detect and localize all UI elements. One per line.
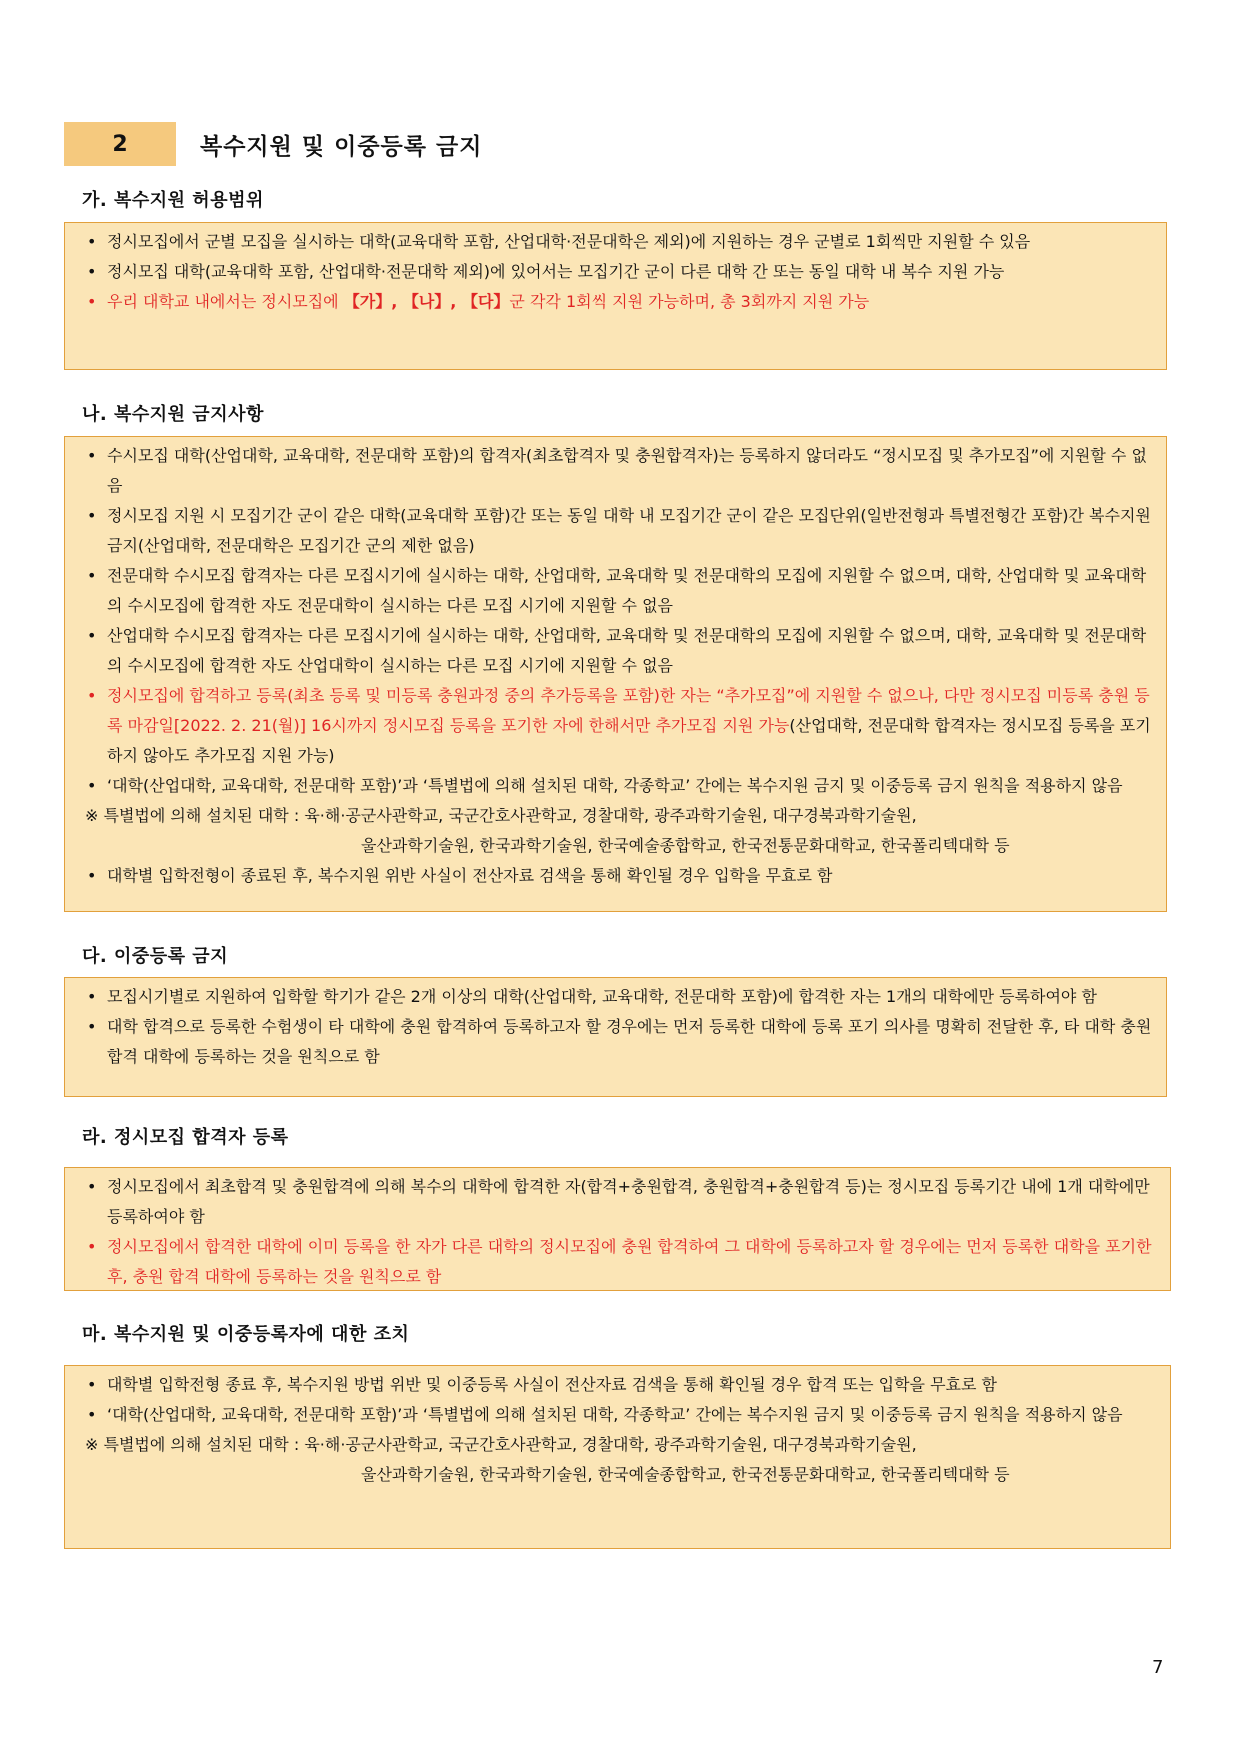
list-item-highlight: • 정시모집에서 합격한 대학에 이미 등록을 한 자가 다른 대학의 정시모집에 충원 합격하여 그 대학에 등록하고자 할 경우에는 먼저 등록한 대학을 포기한 후, 충원 합격 대학에 등록하는 것을 원칙으로 함 xyxy=(85,1232,1162,1292)
bullet: • xyxy=(87,1177,97,1196)
section-header xyxy=(64,122,764,166)
list-item: • 정시모집 대학(교육대학 포함, 산업대학·전문대학 제외)에 있어서는 모집기간 군이 다른 대학 간 또는 동일 대학 내 복수 지원 가능 xyxy=(85,257,1158,287)
box-da xyxy=(64,977,1167,1097)
bullet: • xyxy=(87,566,97,585)
bullet: • xyxy=(87,262,97,281)
bullet: • xyxy=(87,1405,97,1424)
bullet: • xyxy=(87,626,97,645)
list-item-highlight: • 정시모집에 합격하고 등록(최초 등록 및 미등록 충원과정 중의 추가등록을 포함)한 자는 “추가모집”에 지원할 수 없으나, 다만 정시모집 미등록 충원 등록 마감일[2022. 2. 21(월)] 16시까지 정시모집 등록을 포기한 자에 한해서만 추가모집 지원 가능(산업대학, 전문대학 합격자는 정시모집 등록을 포기하지 않아도 추가모집 지원 가능) xyxy=(85,681,1158,771)
bullet: • xyxy=(87,987,97,1006)
list-item: • 정시모집 지원 시 모집기간 군이 같은 대학(교육대학 포함)간 또는 동일 대학 내 모집기간 군이 같은 모집단위(일반전형과 특별전형간 포함)간 복수지원 금지(산업대학, 전문대학은 모집기간 군의 제한 없음) xyxy=(85,501,1158,561)
bullet: • xyxy=(87,686,97,705)
box-ma xyxy=(64,1365,1171,1549)
list-item: • ‘대학(산업대학, 교육대학, 전문대학 포함)’과 ‘특별법에 의해 설치된 대학, 각종학교’ 간에는 복수지원 금지 및 이중등록 금지 원칙을 적용하지 않음 xyxy=(85,1400,1162,1430)
subsection-heading-na: 나. 복수지원 금지사항 xyxy=(82,404,264,425)
subsection-heading-ma: 마. 복수지원 및 이중등록자에 대한 조치 xyxy=(82,1324,410,1345)
box-na xyxy=(64,436,1167,912)
list-item: • 산업대학 수시모집 합격자는 다른 모집시기에 실시하는 대학, 산업대학, 교육대학 및 전문대학의 모집에 지원할 수 없으며, 대학, 교육대학 및 전문대학의 수시모집에 합격한 자도 산업대학이 실시하는 다른 모집 시기에 지원할 수 없음 xyxy=(85,621,1158,681)
bullet: • xyxy=(87,776,97,795)
note: ※ 특별법에 의해 설치된 대학 : 육·해·공군사관학교, 국군간호사관학교, 경찰대학, 광주과학기술원, 대구경북과학기술원, 울산과학기술원, 한국과학기술원, 한국예술종합학교, 한국전통문화대학교, 한국폴리텍대학 등 xyxy=(85,806,1010,855)
list-item: • 대학별 입학전형이 종료된 후, 복수지원 위반 사실이 전산자료 검색을 통해 확인될 경우 입학을 무효로 함 xyxy=(85,861,1158,891)
subsection-heading-da: 다. 이중등록 금지 xyxy=(82,946,229,967)
list-item: • 대학 합격으로 등록한 수험생이 타 대학에 충원 합격하여 등록하고자 할 경우에는 먼저 등록한 대학에 등록 포기 의사를 명확히 전달한 후, 타 대학 충원 합격 대학에 등록하는 것을 원칙으로 함 xyxy=(85,1012,1158,1072)
list-item-highlight: • 우리 대학교 내에서는 정시모집에 【가】, 【나】, 【다】군 각각 1회씩 지원 가능하며, 총 3회까지 지원 가능 xyxy=(85,287,1158,317)
section-number: 2 xyxy=(64,122,176,166)
bullet: • xyxy=(87,1237,97,1256)
list-item: • 전문대학 수시모집 합격자는 다른 모집시기에 실시하는 대학, 산업대학, 교육대학 및 전문대학의 모집에 지원할 수 없으며, 대학, 산업대학 및 교육대학의 수시모집에 합격한 자도 전문대학이 실시하는 다른 모집 시기에 지원할 수 없음 xyxy=(85,561,1158,621)
box-ra xyxy=(64,1167,1171,1291)
subsection-heading-ga: 가. 복수지원 허용범위 xyxy=(82,190,264,211)
list-item: • 정시모집에서 최초합격 및 충원합격에 의해 복수의 대학에 합격한 자(합격+충원합격, 충원합격+충원합격 등)는 정시모집 등록기간 내에 1개 대학에만 등록하여야 함 xyxy=(85,1172,1162,1232)
list-item: • 정시모집에서 군별 모집을 실시하는 대학(교육대학 포함, 산업대학·전문대학은 제외)에 지원하는 경우 군별로 1회씩만 지원할 수 있음 xyxy=(85,227,1158,257)
bullet: • xyxy=(87,232,97,251)
bullet: • xyxy=(87,446,97,465)
bullet: • xyxy=(87,1017,97,1036)
list-item: • 수시모집 대학(산업대학, 교육대학, 전문대학 포함)의 합격자(최초합격자 및 충원합격자)는 등록하지 않더라도 “정시모집 및 추가모집”에 지원할 수 없음 xyxy=(85,441,1158,501)
subsection-heading-ra: 라. 정시모집 합격자 등록 xyxy=(82,1127,289,1148)
note: ※ 특별법에 의해 설치된 대학 : 육·해·공군사관학교, 국군간호사관학교, 경찰대학, 광주과학기술원, 대구경북과학기술원, 울산과학기술원, 한국과학기술원, 한국예술종합학교, 한국전통문화대학교, 한국폴리텍대학 등 xyxy=(85,1435,1010,1484)
bullet: • xyxy=(87,866,97,885)
list-item: • 모집시기별로 지원하여 입학할 학기가 같은 2개 이상의 대학(산업대학, 교육대학, 전문대학 포함)에 합격한 자는 1개의 대학에만 등록하여야 함 xyxy=(85,982,1158,1012)
list-item: • ‘대학(산업대학, 교육대학, 전문대학 포함)’과 ‘특별법에 의해 설치된 대학, 각종학교’ 간에는 복수지원 금지 및 이중등록 금지 원칙을 적용하지 않음 xyxy=(85,771,1158,801)
bullet: • xyxy=(87,292,97,311)
box-ga xyxy=(64,222,1167,370)
bullet: • xyxy=(87,1375,97,1394)
page-number: 7 xyxy=(1152,1657,1164,1678)
bullet: • xyxy=(87,506,97,525)
list-item: • 대학별 입학전형 종료 후, 복수지원 방법 위반 및 이중등록 사실이 전산자료 검색을 통해 확인될 경우 합격 또는 입학을 무효로 함 xyxy=(85,1370,1162,1400)
section-title: 복수지원 및 이중등록 금지 xyxy=(200,134,483,160)
